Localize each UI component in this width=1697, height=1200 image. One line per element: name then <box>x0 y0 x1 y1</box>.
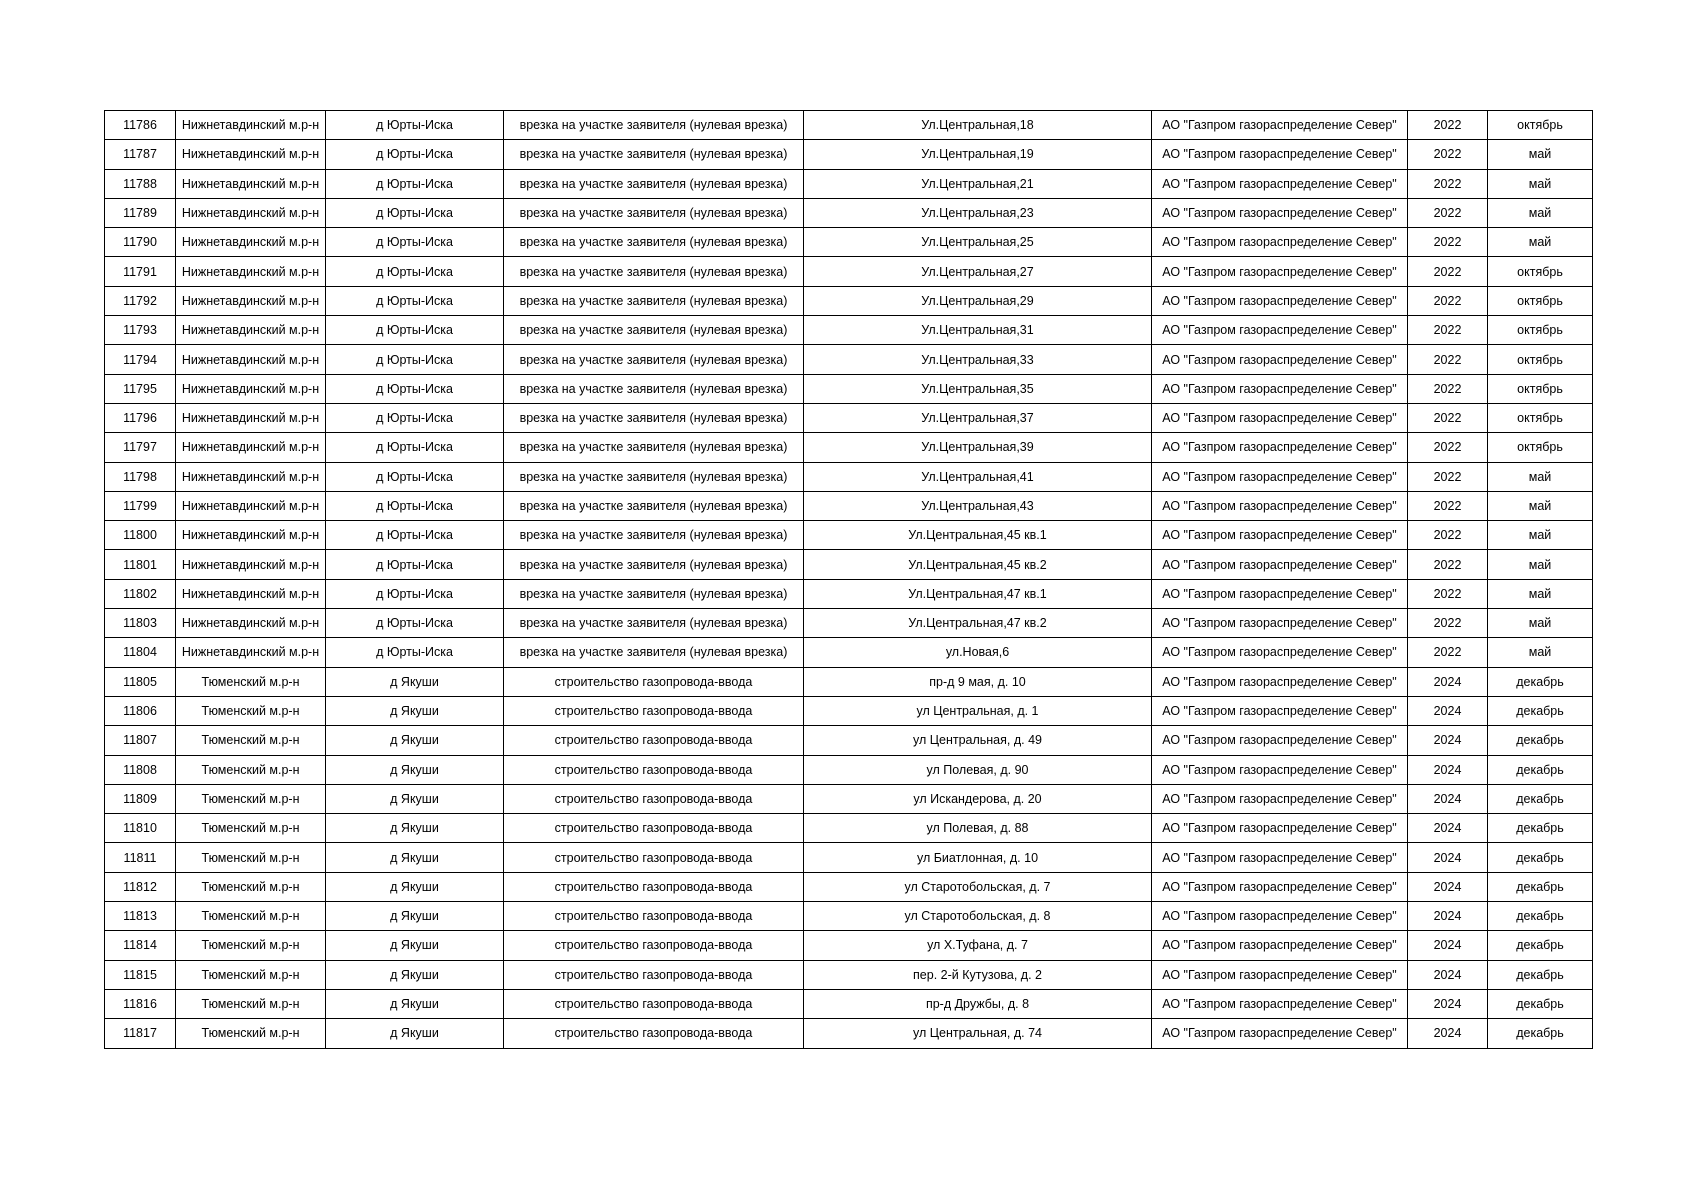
settlement-cell: д Юрты-Иска <box>326 169 504 198</box>
year-cell: 2022 <box>1408 345 1488 374</box>
row-number-cell: 11810 <box>105 814 176 843</box>
month-cell: май <box>1488 521 1593 550</box>
address-cell: Ул.Центральная,41 <box>804 462 1152 491</box>
district-cell: Нижнетавдинский м.р-н <box>176 228 326 257</box>
work-type-cell: врезка на участке заявителя (нулевая врезка) <box>504 345 804 374</box>
year-cell: 2022 <box>1408 228 1488 257</box>
month-cell: май <box>1488 228 1593 257</box>
work-type-cell: строительство газопровода-ввода <box>504 843 804 872</box>
work-type-cell: строительство газопровода-ввода <box>504 696 804 725</box>
organization-cell: АО "Газпром газораспределение Север" <box>1152 989 1408 1018</box>
settlement-cell: д Якуши <box>326 872 504 901</box>
organization-cell: АО "Газпром газораспределение Север" <box>1152 286 1408 315</box>
year-cell: 2024 <box>1408 960 1488 989</box>
month-cell: октябрь <box>1488 403 1593 432</box>
work-type-cell: врезка на участке заявителя (нулевая врезка) <box>504 403 804 432</box>
table-row <box>105 609 1593 638</box>
address-cell: пер. 2-й Кутузова, д. 2 <box>804 960 1152 989</box>
month-cell: декабрь <box>1488 667 1593 696</box>
address-cell: Ул.Центральная,47 кв.1 <box>804 579 1152 608</box>
district-cell: Тюменский м.р-н <box>176 755 326 784</box>
work-type-cell: врезка на участке заявителя (нулевая врезка) <box>504 286 804 315</box>
settlement-cell: д Юрты-Иска <box>326 140 504 169</box>
year-cell: 2024 <box>1408 726 1488 755</box>
year-cell: 2024 <box>1408 989 1488 1018</box>
work-type-cell: строительство газопровода-ввода <box>504 902 804 931</box>
row-number-cell: 11804 <box>105 638 176 667</box>
address-cell: ул Центральная, д. 49 <box>804 726 1152 755</box>
row-number-cell: 11805 <box>105 667 176 696</box>
year-cell: 2024 <box>1408 784 1488 813</box>
month-cell: декабрь <box>1488 843 1593 872</box>
work-type-cell: врезка на участке заявителя (нулевая врезка) <box>504 491 804 520</box>
settlement-cell: д Юрты-Иска <box>326 403 504 432</box>
address-cell: ул Полевая, д. 90 <box>804 755 1152 784</box>
district-cell: Тюменский м.р-н <box>176 814 326 843</box>
district-cell: Тюменский м.р-н <box>176 902 326 931</box>
address-cell: Ул.Центральная,25 <box>804 228 1152 257</box>
organization-cell: АО "Газпром газораспределение Север" <box>1152 169 1408 198</box>
work-type-cell: строительство газопровода-ввода <box>504 814 804 843</box>
year-cell: 2024 <box>1408 696 1488 725</box>
settlement-cell: д Якуши <box>326 1019 504 1048</box>
row-number-cell: 11801 <box>105 550 176 579</box>
district-cell: Нижнетавдинский м.р-н <box>176 609 326 638</box>
month-cell: май <box>1488 462 1593 491</box>
table-row <box>105 579 1593 608</box>
district-cell: Тюменский м.р-н <box>176 960 326 989</box>
table-row <box>105 169 1593 198</box>
work-type-cell: врезка на участке заявителя (нулевая врезка) <box>504 638 804 667</box>
settlement-cell: д Юрты-Иска <box>326 579 504 608</box>
work-type-cell: врезка на участке заявителя (нулевая врезка) <box>504 140 804 169</box>
year-cell: 2024 <box>1408 902 1488 931</box>
district-cell: Нижнетавдинский м.р-н <box>176 374 326 403</box>
organization-cell: АО "Газпром газораспределение Север" <box>1152 872 1408 901</box>
settlement-cell: д Якуши <box>326 843 504 872</box>
row-number-cell: 11790 <box>105 228 176 257</box>
table-row <box>105 931 1593 960</box>
row-number-cell: 11815 <box>105 960 176 989</box>
settlement-cell: д Юрты-Иска <box>326 374 504 403</box>
month-cell: октябрь <box>1488 345 1593 374</box>
settlement-cell: д Юрты-Иска <box>326 286 504 315</box>
organization-cell: АО "Газпром газораспределение Север" <box>1152 960 1408 989</box>
row-number-cell: 11793 <box>105 316 176 345</box>
row-number-cell: 11808 <box>105 755 176 784</box>
year-cell: 2024 <box>1408 843 1488 872</box>
year-cell: 2022 <box>1408 111 1488 140</box>
work-type-cell: строительство газопровода-ввода <box>504 931 804 960</box>
month-cell: май <box>1488 169 1593 198</box>
organization-cell: АО "Газпром газораспределение Север" <box>1152 579 1408 608</box>
organization-cell: АО "Газпром газораспределение Север" <box>1152 345 1408 374</box>
district-cell: Тюменский м.р-н <box>176 784 326 813</box>
table-row <box>105 989 1593 1018</box>
table-row <box>105 960 1593 989</box>
month-cell: май <box>1488 491 1593 520</box>
table-row <box>105 814 1593 843</box>
work-type-cell: врезка на участке заявителя (нулевая врезка) <box>504 257 804 286</box>
row-number-cell: 11802 <box>105 579 176 608</box>
district-cell: Тюменский м.р-н <box>176 726 326 755</box>
month-cell: декабрь <box>1488 726 1593 755</box>
address-cell: Ул.Центральная,37 <box>804 403 1152 432</box>
organization-cell: АО "Газпром газораспределение Север" <box>1152 521 1408 550</box>
address-cell: Ул.Центральная,18 <box>804 111 1152 140</box>
settlement-cell: д Юрты-Иска <box>326 433 504 462</box>
row-number-cell: 11794 <box>105 345 176 374</box>
row-number-cell: 11806 <box>105 696 176 725</box>
work-type-cell: строительство газопровода-ввода <box>504 755 804 784</box>
organization-cell: АО "Газпром газораспределение Север" <box>1152 902 1408 931</box>
settlement-cell: д Якуши <box>326 931 504 960</box>
table-row <box>105 228 1593 257</box>
table-row <box>105 902 1593 931</box>
row-number-cell: 11787 <box>105 140 176 169</box>
district-cell: Тюменский м.р-н <box>176 989 326 1018</box>
table-row <box>105 462 1593 491</box>
table-row <box>105 257 1593 286</box>
district-cell: Нижнетавдинский м.р-н <box>176 286 326 315</box>
address-cell: Ул.Центральная,35 <box>804 374 1152 403</box>
settlement-cell: д Юрты-Иска <box>326 462 504 491</box>
district-cell: Нижнетавдинский м.р-н <box>176 433 326 462</box>
row-number-cell: 11814 <box>105 931 176 960</box>
row-number-cell: 11789 <box>105 198 176 227</box>
address-cell: Ул.Центральная,45 кв.2 <box>804 550 1152 579</box>
month-cell: май <box>1488 638 1593 667</box>
row-number-cell: 11791 <box>105 257 176 286</box>
organization-cell: АО "Газпром газораспределение Север" <box>1152 462 1408 491</box>
settlement-cell: д Юрты-Иска <box>326 638 504 667</box>
data-table <box>104 110 1593 1049</box>
month-cell: декабрь <box>1488 696 1593 725</box>
organization-cell: АО "Газпром газораспределение Север" <box>1152 843 1408 872</box>
month-cell: декабрь <box>1488 814 1593 843</box>
month-cell: май <box>1488 609 1593 638</box>
address-cell: пр-д 9 мая, д. 10 <box>804 667 1152 696</box>
organization-cell: АО "Газпром газораспределение Север" <box>1152 726 1408 755</box>
row-number-cell: 11817 <box>105 1019 176 1048</box>
organization-cell: АО "Газпром газораспределение Север" <box>1152 696 1408 725</box>
month-cell: октябрь <box>1488 111 1593 140</box>
organization-cell: АО "Газпром газораспределение Север" <box>1152 228 1408 257</box>
work-type-cell: строительство газопровода-ввода <box>504 1019 804 1048</box>
settlement-cell: д Юрты-Иска <box>326 198 504 227</box>
month-cell: май <box>1488 579 1593 608</box>
settlement-cell: д Якуши <box>326 814 504 843</box>
year-cell: 2024 <box>1408 755 1488 784</box>
address-cell: пр-д Дружбы, д. 8 <box>804 989 1152 1018</box>
month-cell: май <box>1488 198 1593 227</box>
year-cell: 2022 <box>1408 316 1488 345</box>
district-cell: Нижнетавдинский м.р-н <box>176 638 326 667</box>
table-row <box>105 491 1593 520</box>
month-cell: октябрь <box>1488 316 1593 345</box>
address-cell: Ул.Центральная,47 кв.2 <box>804 609 1152 638</box>
organization-cell: АО "Газпром газораспределение Север" <box>1152 814 1408 843</box>
work-type-cell: строительство газопровода-ввода <box>504 784 804 813</box>
month-cell: декабрь <box>1488 872 1593 901</box>
month-cell: декабрь <box>1488 1019 1593 1048</box>
work-type-cell: врезка на участке заявителя (нулевая врезка) <box>504 198 804 227</box>
table-row <box>105 521 1593 550</box>
settlement-cell: д Юрты-Иска <box>326 491 504 520</box>
month-cell: декабрь <box>1488 755 1593 784</box>
settlement-cell: д Юрты-Иска <box>326 550 504 579</box>
row-number-cell: 11811 <box>105 843 176 872</box>
row-number-cell: 11797 <box>105 433 176 462</box>
month-cell: октябрь <box>1488 257 1593 286</box>
work-type-cell: врезка на участке заявителя (нулевая врезка) <box>504 169 804 198</box>
district-cell: Нижнетавдинский м.р-н <box>176 345 326 374</box>
work-type-cell: врезка на участке заявителя (нулевая врезка) <box>504 316 804 345</box>
organization-cell: АО "Газпром газораспределение Север" <box>1152 931 1408 960</box>
work-type-cell: строительство газопровода-ввода <box>504 960 804 989</box>
table-row <box>105 755 1593 784</box>
address-cell: Ул.Центральная,29 <box>804 286 1152 315</box>
organization-cell: АО "Газпром газораспределение Север" <box>1152 609 1408 638</box>
address-cell: Ул.Центральная,23 <box>804 198 1152 227</box>
work-type-cell: врезка на участке заявителя (нулевая врезка) <box>504 550 804 579</box>
settlement-cell: д Якуши <box>326 960 504 989</box>
year-cell: 2022 <box>1408 257 1488 286</box>
address-cell: Ул.Центральная,39 <box>804 433 1152 462</box>
row-number-cell: 11803 <box>105 609 176 638</box>
month-cell: октябрь <box>1488 433 1593 462</box>
settlement-cell: д Юрты-Иска <box>326 521 504 550</box>
month-cell: декабрь <box>1488 931 1593 960</box>
organization-cell: АО "Газпром газораспределение Север" <box>1152 403 1408 432</box>
table-row <box>105 140 1593 169</box>
address-cell: ул Старотобольская, д. 7 <box>804 872 1152 901</box>
settlement-cell: д Юрты-Иска <box>326 316 504 345</box>
settlement-cell: д Юрты-Иска <box>326 345 504 374</box>
organization-cell: АО "Газпром газораспределение Север" <box>1152 140 1408 169</box>
address-cell: ул Полевая, д. 88 <box>804 814 1152 843</box>
district-cell: Нижнетавдинский м.р-н <box>176 521 326 550</box>
district-cell: Нижнетавдинский м.р-н <box>176 169 326 198</box>
district-cell: Тюменский м.р-н <box>176 872 326 901</box>
year-cell: 2022 <box>1408 462 1488 491</box>
table-row <box>105 638 1593 667</box>
organization-cell: АО "Газпром газораспределение Север" <box>1152 1019 1408 1048</box>
month-cell: декабрь <box>1488 784 1593 813</box>
work-type-cell: врезка на участке заявителя (нулевая врезка) <box>504 579 804 608</box>
settlement-cell: д Якуши <box>326 726 504 755</box>
address-cell: Ул.Центральная,19 <box>804 140 1152 169</box>
year-cell: 2024 <box>1408 872 1488 901</box>
row-number-cell: 11786 <box>105 111 176 140</box>
organization-cell: АО "Газпром газораспределение Север" <box>1152 755 1408 784</box>
address-cell: ул Х.Туфана, д. 7 <box>804 931 1152 960</box>
year-cell: 2022 <box>1408 374 1488 403</box>
address-cell: Ул.Центральная,43 <box>804 491 1152 520</box>
row-number-cell: 11799 <box>105 491 176 520</box>
district-cell: Нижнетавдинский м.р-н <box>176 579 326 608</box>
district-cell: Нижнетавдинский м.р-н <box>176 140 326 169</box>
year-cell: 2022 <box>1408 140 1488 169</box>
month-cell: октябрь <box>1488 374 1593 403</box>
settlement-cell: д Якуши <box>326 696 504 725</box>
year-cell: 2024 <box>1408 931 1488 960</box>
organization-cell: АО "Газпром газораспределение Север" <box>1152 257 1408 286</box>
year-cell: 2022 <box>1408 638 1488 667</box>
table-row <box>105 286 1593 315</box>
work-type-cell: врезка на участке заявителя (нулевая врезка) <box>504 433 804 462</box>
district-cell: Тюменский м.р-н <box>176 667 326 696</box>
work-type-cell: строительство газопровода-ввода <box>504 989 804 1018</box>
row-number-cell: 11796 <box>105 403 176 432</box>
table-row <box>105 550 1593 579</box>
year-cell: 2022 <box>1408 491 1488 520</box>
district-cell: Нижнетавдинский м.р-н <box>176 403 326 432</box>
table-row <box>105 696 1593 725</box>
organization-cell: АО "Газпром газораспределение Север" <box>1152 784 1408 813</box>
month-cell: октябрь <box>1488 286 1593 315</box>
organization-cell: АО "Газпром газораспределение Север" <box>1152 374 1408 403</box>
year-cell: 2022 <box>1408 169 1488 198</box>
month-cell: май <box>1488 140 1593 169</box>
address-cell: Ул.Центральная,31 <box>804 316 1152 345</box>
year-cell: 2022 <box>1408 198 1488 227</box>
year-cell: 2022 <box>1408 609 1488 638</box>
address-cell: Ул.Центральная,21 <box>804 169 1152 198</box>
table-row <box>105 843 1593 872</box>
year-cell: 2022 <box>1408 403 1488 432</box>
settlement-cell: д Юрты-Иска <box>326 609 504 638</box>
organization-cell: АО "Газпром газораспределение Север" <box>1152 111 1408 140</box>
work-type-cell: строительство газопровода-ввода <box>504 872 804 901</box>
settlement-cell: д Якуши <box>326 989 504 1018</box>
table-row <box>105 1019 1593 1048</box>
work-type-cell: врезка на участке заявителя (нулевая врезка) <box>504 228 804 257</box>
address-cell: ул Центральная, д. 74 <box>804 1019 1152 1048</box>
district-cell: Нижнетавдинский м.р-н <box>176 198 326 227</box>
address-cell: ул Старотобольская, д. 8 <box>804 902 1152 931</box>
settlement-cell: д Юрты-Иска <box>326 257 504 286</box>
organization-cell: АО "Газпром газораспределение Север" <box>1152 638 1408 667</box>
district-cell: Нижнетавдинский м.р-н <box>176 462 326 491</box>
work-type-cell: врезка на участке заявителя (нулевая врезка) <box>504 609 804 638</box>
work-type-cell: врезка на участке заявителя (нулевая врезка) <box>504 462 804 491</box>
year-cell: 2024 <box>1408 814 1488 843</box>
address-cell: ул Искандерова, д. 20 <box>804 784 1152 813</box>
work-type-cell: строительство газопровода-ввода <box>504 726 804 755</box>
district-cell: Тюменский м.р-н <box>176 931 326 960</box>
row-number-cell: 11812 <box>105 872 176 901</box>
table-row <box>105 403 1593 432</box>
settlement-cell: д Юрты-Иска <box>326 228 504 257</box>
organization-cell: АО "Газпром газораспределение Север" <box>1152 316 1408 345</box>
row-number-cell: 11807 <box>105 726 176 755</box>
work-type-cell: врезка на участке заявителя (нулевая врезка) <box>504 374 804 403</box>
table-row <box>105 872 1593 901</box>
address-cell: ул Биатлонная, д. 10 <box>804 843 1152 872</box>
table-row <box>105 784 1593 813</box>
district-cell: Нижнетавдинский м.р-н <box>176 257 326 286</box>
year-cell: 2024 <box>1408 667 1488 696</box>
row-number-cell: 11795 <box>105 374 176 403</box>
year-cell: 2022 <box>1408 550 1488 579</box>
work-type-cell: строительство газопровода-ввода <box>504 667 804 696</box>
table-row <box>105 198 1593 227</box>
table-row <box>105 433 1593 462</box>
organization-cell: АО "Газпром газораспределение Север" <box>1152 433 1408 462</box>
address-cell: ул Центральная, д. 1 <box>804 696 1152 725</box>
organization-cell: АО "Газпром газораспределение Север" <box>1152 667 1408 696</box>
year-cell: 2024 <box>1408 1019 1488 1048</box>
row-number-cell: 11792 <box>105 286 176 315</box>
district-cell: Нижнетавдинский м.р-н <box>176 550 326 579</box>
month-cell: декабрь <box>1488 989 1593 1018</box>
year-cell: 2022 <box>1408 286 1488 315</box>
table-row <box>105 316 1593 345</box>
address-cell: Ул.Центральная,33 <box>804 345 1152 374</box>
table-row <box>105 111 1593 140</box>
settlement-cell: д Якуши <box>326 755 504 784</box>
table-row <box>105 667 1593 696</box>
year-cell: 2022 <box>1408 521 1488 550</box>
month-cell: май <box>1488 550 1593 579</box>
address-cell: Ул.Центральная,27 <box>804 257 1152 286</box>
district-cell: Тюменский м.р-н <box>176 843 326 872</box>
organization-cell: АО "Газпром газораспределение Север" <box>1152 491 1408 520</box>
row-number-cell: 11813 <box>105 902 176 931</box>
table-row <box>105 726 1593 755</box>
table-row <box>105 374 1593 403</box>
district-cell: Нижнетавдинский м.р-н <box>176 111 326 140</box>
row-number-cell: 11816 <box>105 989 176 1018</box>
settlement-cell: д Юрты-Иска <box>326 111 504 140</box>
month-cell: декабрь <box>1488 960 1593 989</box>
district-cell: Нижнетавдинский м.р-н <box>176 491 326 520</box>
month-cell: декабрь <box>1488 902 1593 931</box>
organization-cell: АО "Газпром газораспределение Север" <box>1152 550 1408 579</box>
table-row <box>105 345 1593 374</box>
settlement-cell: д Якуши <box>326 784 504 813</box>
district-cell: Нижнетавдинский м.р-н <box>176 316 326 345</box>
row-number-cell: 11788 <box>105 169 176 198</box>
settlement-cell: д Якуши <box>326 902 504 931</box>
address-cell: Ул.Центральная,45 кв.1 <box>804 521 1152 550</box>
work-type-cell: врезка на участке заявителя (нулевая врезка) <box>504 521 804 550</box>
row-number-cell: 11800 <box>105 521 176 550</box>
year-cell: 2022 <box>1408 579 1488 608</box>
district-cell: Тюменский м.р-н <box>176 1019 326 1048</box>
address-cell: ул.Новая,6 <box>804 638 1152 667</box>
district-cell: Тюменский м.р-н <box>176 696 326 725</box>
row-number-cell: 11809 <box>105 784 176 813</box>
year-cell: 2022 <box>1408 433 1488 462</box>
organization-cell: АО "Газпром газораспределение Север" <box>1152 198 1408 227</box>
work-type-cell: врезка на участке заявителя (нулевая врезка) <box>504 111 804 140</box>
row-number-cell: 11798 <box>105 462 176 491</box>
settlement-cell: д Якуши <box>326 667 504 696</box>
